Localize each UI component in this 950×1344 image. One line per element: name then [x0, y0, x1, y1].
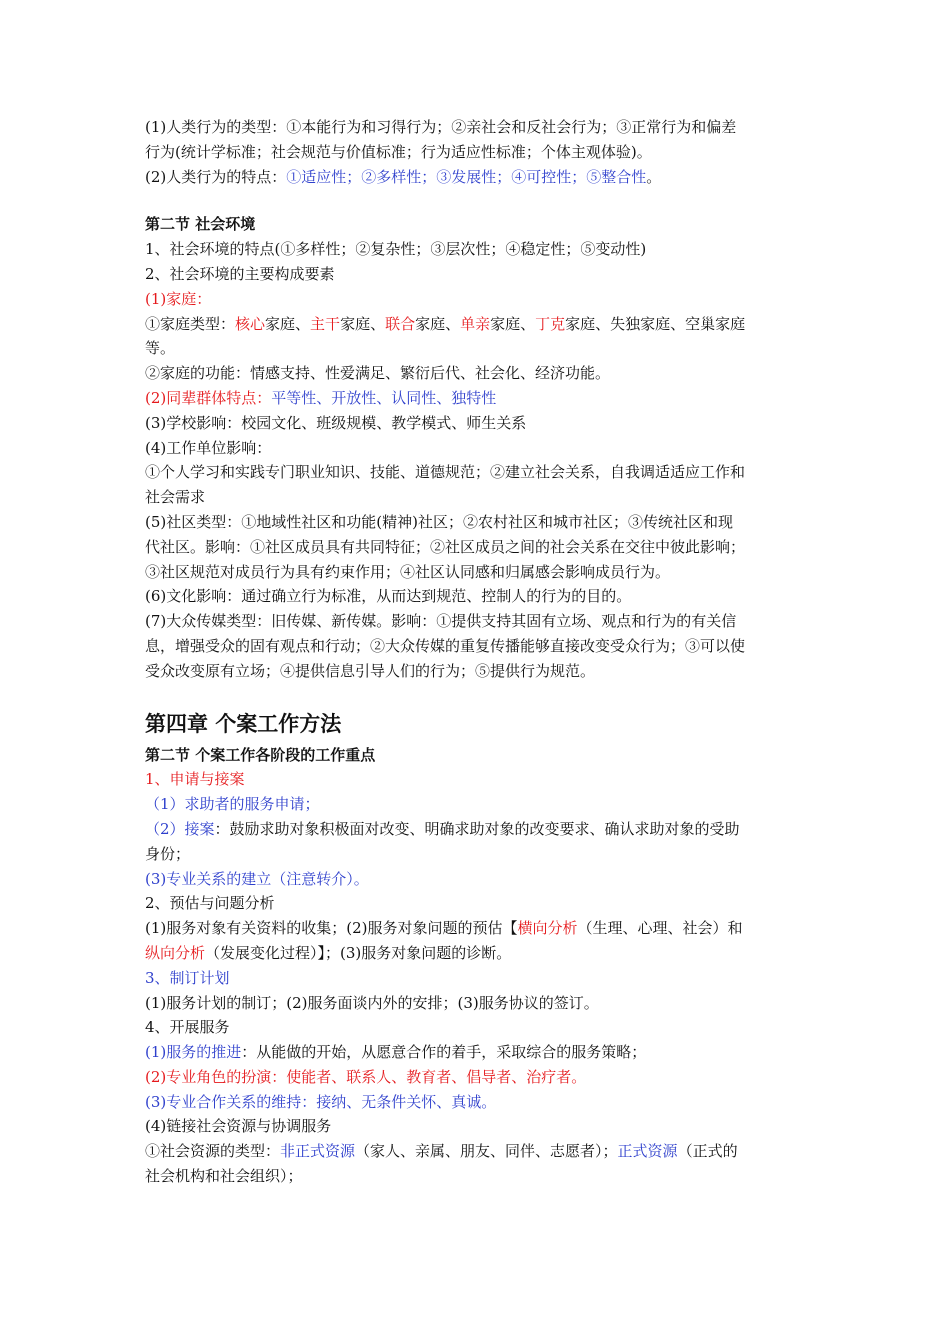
- highlight-red: (2)同辈群体特点：: [145, 388, 272, 407]
- stage-4-item-4: (4)链接社会资源与协调服务: [145, 1117, 332, 1136]
- chapter-heading: 第四章 个案工作方法: [145, 710, 342, 736]
- community-line-3: ③社区规范对成员行为具有约束作用；④社区认同感和归属感会影响成员行为。: [145, 562, 671, 581]
- stage-3-heading: 3、制订计划: [145, 968, 230, 987]
- highlight-blue: ①适应性；②多样性；③发展性；④可控性；⑤整合性: [286, 167, 647, 186]
- highlight-blue: （2）接案: [145, 819, 215, 838]
- text: 家庭、失独家庭、空巢家庭: [565, 314, 746, 333]
- family-functions-line: ②家庭的功能：情感支持、性爱满足、繁衍后代、社会化、经济功能。: [145, 364, 611, 383]
- text: （生理、心理、社会）和: [577, 919, 743, 938]
- resources-line-1: [145, 1139, 810, 1164]
- media-line-2: 息，增强受众的固有观点和行动；②大众传媒的重复传播能够直接改变受众行为；③可以使: [145, 636, 746, 655]
- resources-line-2: 社会机构和社会组织）；: [145, 1167, 303, 1186]
- highlight-red: 联合: [385, 314, 416, 333]
- highlight-blue: ：接纳、无条件关怀、真诚。: [301, 1092, 497, 1111]
- text: （正式的: [677, 1142, 738, 1161]
- stage-3-line: (1)服务计划的制订；(2)服务面谈内外的安排；(3)服务协议的签订。: [145, 993, 599, 1012]
- section-heading-social-environment: 第二节 社会环境: [145, 215, 256, 234]
- family-types-line-1: [145, 312, 810, 337]
- stage-4-item-3: [145, 1090, 810, 1115]
- behavior-features-line: [145, 165, 810, 190]
- text: ①社会资源的类型：: [145, 1142, 281, 1161]
- stage-2-line-1: [145, 916, 810, 941]
- highlight-red: 丁克: [535, 314, 566, 333]
- text: 家庭、: [415, 314, 461, 333]
- culture-line: (6)文化影响：通过确立行为标准，从而达到规范、控制人的行为的目的。: [145, 587, 632, 606]
- highlight-red: 纵向分析: [145, 943, 206, 962]
- peer-group-line: [145, 386, 810, 411]
- behavior-types-line-2: 行为(统计学标准；社会规范与价值标准；行为适应性标准；个体主观体验)。: [145, 142, 652, 161]
- media-line-1: (7)大众传媒类型：旧传媒、新传媒。影响：①提供支持其固有立场、观点和行为的有关信: [145, 612, 737, 631]
- text: ：鼓励求助对象积极面对改变、明确求助对象的改变要求、确认求助对象的受助: [214, 819, 740, 838]
- stage-1-item-2-line-1: [145, 817, 810, 842]
- env-elements-line: 2、社会环境的主要构成要素: [145, 264, 335, 283]
- text: ：从能做的开始，从愿意合作的着手，采取综合的服务策略；: [241, 1043, 647, 1062]
- document-page: [145, 115, 810, 1189]
- stage-1-item-2-line-2: 身份；: [145, 844, 191, 863]
- text: （家人、亲属、朋友、同伴、志愿者）；: [355, 1142, 618, 1161]
- work-unit-line-1: ①个人学习和实践专门职业知识、技能、道德规范；②建立社会关系，自我调适适应工作和: [145, 463, 746, 482]
- text: 家庭、: [265, 314, 311, 333]
- stage-1-item-3: (3)专业关系的建立（注意转介）。: [145, 869, 369, 888]
- env-features-line: 1、社会环境的特点(①多样性；②复杂性；③层次性；④稳定性；⑤变动性): [145, 240, 647, 259]
- highlight-red: 横向分析: [517, 919, 578, 938]
- family-heading: (1)家庭：: [145, 289, 212, 308]
- text: 家庭、: [340, 314, 386, 333]
- stage-1-item-1: （1）求助者的服务申请；: [145, 795, 320, 814]
- highlight-blue: 平等性、开放性、认同性、独特性: [271, 388, 497, 407]
- community-line-1: (5)社区类型：①地域性社区和功能(精神)社区；②农村社区和城市社区；③传统社区和现: [145, 512, 733, 531]
- stage-4-heading: 4、开展服务: [145, 1018, 230, 1037]
- stage-2-line-2: [145, 941, 810, 966]
- text: ①家庭类型：: [145, 314, 236, 333]
- stage-2-heading: 2、预估与问题分析: [145, 894, 275, 913]
- highlight-red: 单亲: [460, 314, 491, 333]
- media-line-3: 受众改变原有立场；④提供信息引导人们的行为；⑤提供行为规范。: [145, 661, 596, 680]
- text: (2)人类行为的特点：: [145, 167, 287, 186]
- community-line-2: 代社区。影响：①社区成员具有共同特征；②社区成员之间的社会关系在交往中彼此影响；: [145, 537, 746, 556]
- highlight-blue: 非正式资源: [280, 1142, 356, 1161]
- stage-4-item-1: [145, 1040, 810, 1065]
- text: 。: [646, 167, 662, 186]
- work-unit-heading: (4)工作单位影响：: [145, 438, 272, 457]
- highlight-blue: (3)专业合作关系的维持: [145, 1092, 302, 1111]
- stage-4-item-2: (2)专业角色的扮演：使能者、联系人、教育者、倡导者、治疗者。: [145, 1067, 587, 1086]
- highlight-blue: 正式资源: [617, 1142, 678, 1161]
- text: 家庭、: [490, 314, 536, 333]
- work-unit-line-2: 社会需求: [145, 488, 206, 507]
- stage-1-heading: 1、申请与接案: [145, 770, 245, 789]
- family-types-line-2: 等。: [145, 339, 176, 358]
- school-influence-line: (3)学校影响：校园文化、班级规模、教学模式、师生关系: [145, 413, 527, 432]
- highlight-blue: (1)服务的推进: [145, 1043, 242, 1062]
- text: (1)服务对象有关资料的收集；(2)服务对象问题的预估【: [145, 919, 518, 938]
- behavior-types-line-1: (1)人类行为的类型：①本能行为和习得行为；②亲社会和反社会行为；③正常行为和偏差: [145, 118, 737, 136]
- highlight-red: 核心: [235, 314, 266, 333]
- text: （发展变化过程）】；(3)服务对象问题的诊断。: [205, 943, 512, 962]
- highlight-red: 主干: [310, 314, 341, 333]
- section-heading-casework-stages: 第二节 个案工作各阶段的工作重点: [145, 745, 376, 764]
